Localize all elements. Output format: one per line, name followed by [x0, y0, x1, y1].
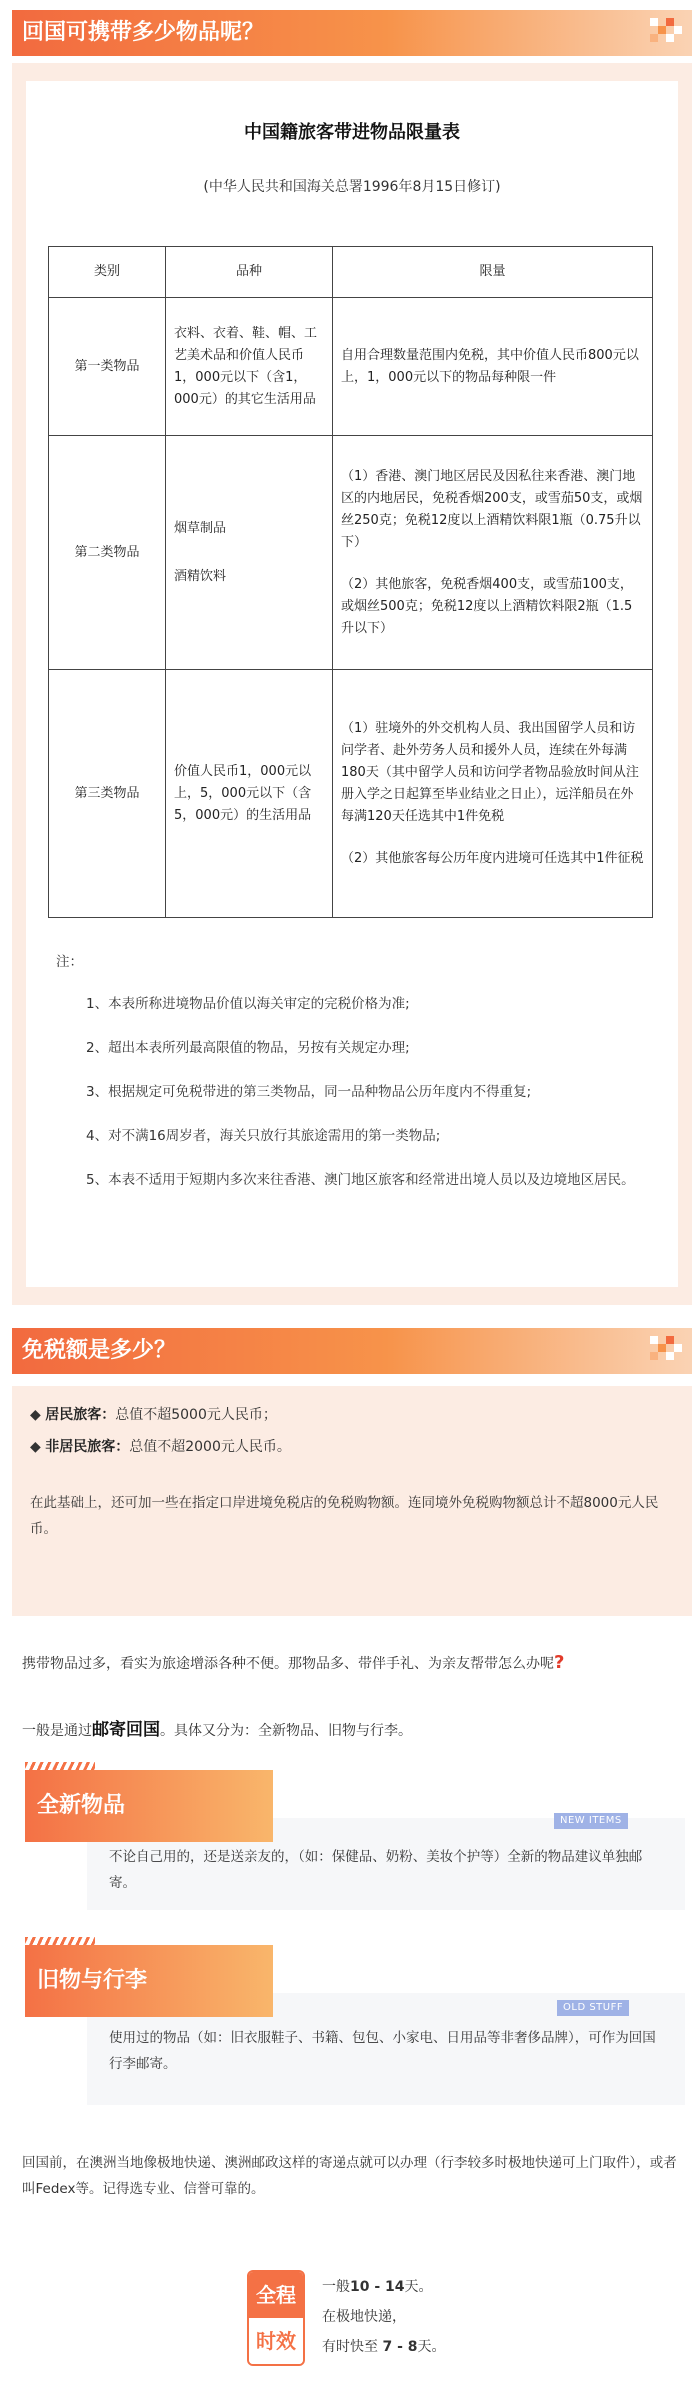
section-title: 回国可携带多少物品呢？	[22, 20, 265, 45]
notes-title: 注：	[56, 954, 83, 970]
bullet-text: 总值不超5000元人民币；	[115, 1407, 277, 1423]
duration-text	[322, 2272, 652, 2362]
tag-old-stuff: OLD STUFF	[557, 2000, 629, 2016]
duration-text-part: 天。	[404, 2279, 433, 2295]
tag-new-items: NEW ITEMS	[554, 1813, 628, 1829]
note-item: 4、对不满16周岁者，海关只放行其旅途需用的第一类物品;	[86, 1128, 441, 1144]
table-row	[49, 670, 653, 918]
badge-bottom: 时效	[249, 2318, 303, 2364]
table-title: 中国籍旅客带进物品限量表	[244, 122, 460, 143]
duration-text-part: 一般	[322, 2279, 350, 2295]
limit-cell	[333, 436, 653, 670]
table-row	[49, 436, 653, 670]
section-header-duty-free	[12, 1328, 692, 1374]
card-title-text: 全新物品	[37, 1793, 126, 1818]
badge-top: 全程	[249, 2272, 303, 2318]
card-title-text: 旧物与行李	[37, 1968, 148, 1993]
category-cell: 第二类物品	[49, 436, 166, 670]
table-row	[49, 298, 653, 436]
duration-line: 在极地快递，	[322, 2309, 406, 2325]
kind-tobacco: 烟草制品	[174, 520, 227, 536]
kind-alcohol: 酒精饮料	[174, 568, 227, 584]
diamond-bullet-icon: ◆	[30, 1439, 41, 1455]
kind-cell	[166, 436, 333, 670]
limit-text: （2）其他旅客，免税香烟400支，或雪茄100支，或烟丝500克；免税12度以上酒精饮料限2瓶（1.5升以下）	[341, 576, 633, 636]
note-item: 5、本表不适用于短期内多次来往香港、澳门地区旅客和经常进出境人员以及边境地区居民。	[86, 1172, 635, 1188]
duration-text-part: 天。	[417, 2339, 446, 2355]
column-header: 类别	[49, 247, 166, 298]
limit-cell	[333, 670, 653, 918]
section-title: 免税额是多少？	[22, 1338, 177, 1363]
kind-cell: 价值人民币1，000元以上，5，000元以下（含5，000元）的生活用品	[166, 670, 333, 918]
note-item: 3、根据规定可免税带进的第三类物品，同一品种物品公历年度内不得重复;	[86, 1084, 532, 1100]
column-header: 限量	[333, 247, 653, 298]
duration-line	[322, 2272, 652, 2302]
category-cell: 第一类物品	[49, 298, 166, 436]
duration-number: 7 - 8	[382, 2339, 418, 2355]
duration-badge	[247, 2270, 305, 2366]
intro-line-2	[22, 1717, 692, 1744]
card-title-old	[25, 1945, 273, 2017]
duration-text-part: 有时快至	[322, 2339, 383, 2355]
category-cell: 第三类物品	[49, 670, 166, 918]
limit-text: （2）其他旅客每公历年度内进境可任选其中1件征税	[341, 850, 644, 866]
limit-cell: 自用合理数量范围内免税，其中价值人民币800元以上，1，000元以下的物品每种限一件	[333, 298, 653, 436]
intro-text: 。具体又分为：全新物品、旧物与行李。	[160, 1723, 412, 1739]
intro-text: 携带物品过多，看实为旅途增添各种不便。那物品多、带伴手礼、为亲友帮带怎么办呢	[22, 1656, 554, 1672]
duty-free-extra: 在此基础上，还可加一些在指定口岸进境免税店的免税购物额。连同境外免税购物额总计不超8000元人民币。	[30, 1495, 659, 1537]
limits-table	[48, 246, 653, 918]
table-subtitle: (中华人民共和国海关总署1996年8月15日修订)	[203, 179, 501, 195]
limit-text: （1）驻境外的外交机构人员、我出国留学人员和访问学者、赴外劳务人员和援外人员，连续在外每满180天（其中留学人员和访问学者物品验放时间从注册入学之日起算至毕业结业之日止），远洋船员在外每满120天任选其中1件免税	[341, 720, 639, 824]
pixel-decoration-icon	[650, 1336, 680, 1366]
card-text: 不论自己用的，还是送亲友的，（如：保健品、奶粉、美妆个护等）全新的物品建议单独邮寄。	[109, 1849, 643, 1891]
card-title-new	[25, 1770, 273, 1842]
notes-block	[56, 950, 641, 1192]
bullet-label: 居民旅客：	[45, 1407, 116, 1423]
intro-emphasis: 邮寄回国	[92, 1720, 160, 1740]
diamond-bullet-icon: ◆	[30, 1407, 41, 1423]
question-mark-icon: ?	[554, 1652, 565, 1673]
pixel-decoration-icon	[650, 18, 680, 48]
duration-line	[322, 2332, 652, 2362]
duration-number: 10 - 14	[350, 2279, 405, 2295]
intro-text: 一般是通过	[22, 1723, 92, 1739]
note-item: 2、超出本表所列最高限值的物品，另按有关规定办理;	[86, 1040, 410, 1056]
bullet-nonresident	[30, 1436, 670, 1456]
section-header-carry-limits	[12, 10, 692, 56]
limit-text: （1）香港、澳门地区居民及因私往来香港、澳门地区的内地居民，免税香烟200支，或雪茄50支，或烟丝250克；免税12度以上酒精饮料限1瓶（0.75升以下）	[341, 468, 643, 550]
table-header-row	[49, 247, 653, 298]
bullet-text: 总值不超2000元人民币。	[129, 1439, 291, 1455]
card-text: 使用过的物品（如：旧衣服鞋子、书籍、包包、小家电、日用品等非奢侈品牌），可作为回国行李邮寄。	[109, 2030, 656, 2072]
table-title-wrap	[26, 118, 678, 144]
column-header: 品种	[166, 247, 333, 298]
closing-text: 回国前，在澳洲当地像极地快递、澳洲邮政这样的寄递点就可以办理（行李较多时极地快递可上门取件），或者叫Fedex等。记得选专业、信誉可靠的。	[22, 2155, 677, 2197]
bullet-resident	[30, 1404, 670, 1424]
intro-line-1	[22, 1650, 692, 1677]
note-item: 1、本表所称进境物品价值以海关审定的完税价格为准;	[86, 996, 410, 1012]
kind-cell: 衣料、衣着、鞋、帽、工艺美术品和价值人民币1，000元以下（含1，000元）的其它生活用品	[166, 298, 333, 436]
bullet-label: 非居民旅客：	[45, 1439, 130, 1455]
